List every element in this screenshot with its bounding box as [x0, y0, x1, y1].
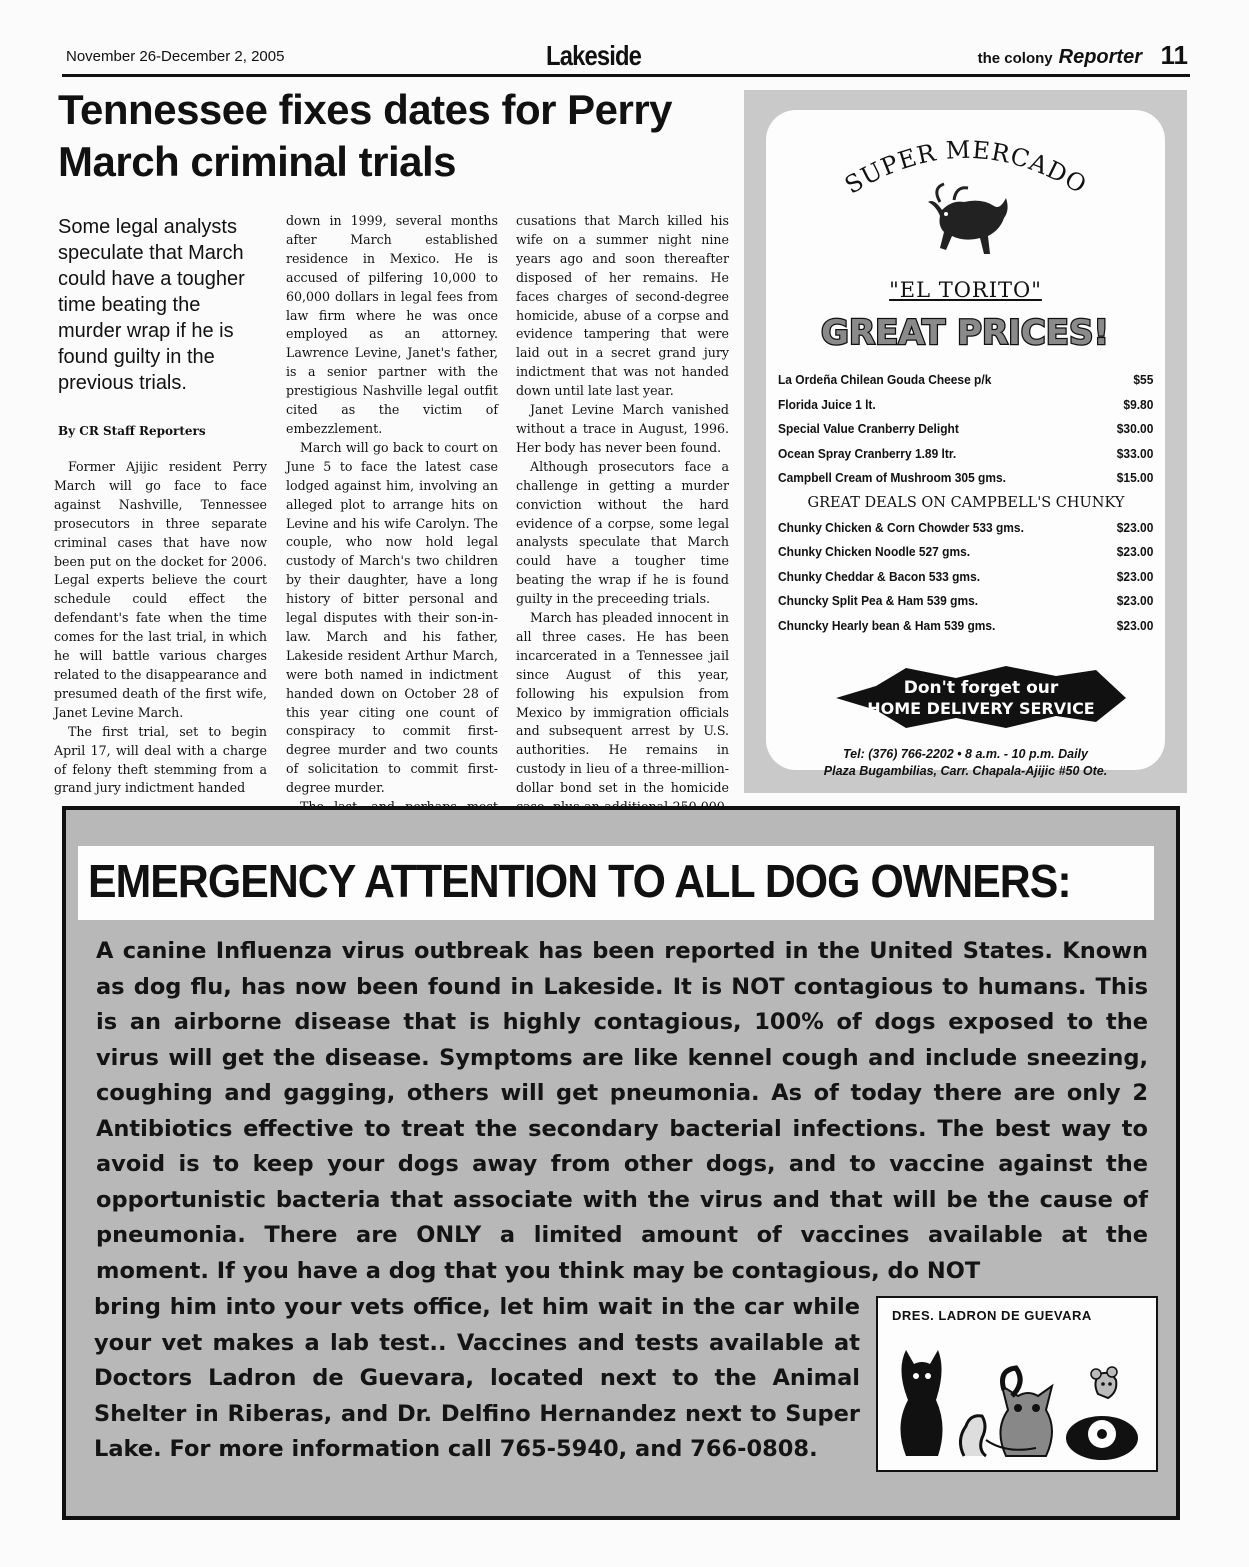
price-row — [778, 421, 1153, 446]
article-deck: Some legal analysts speculate that March could have a tougher time beating the murder wrap if he is found guilty in the previous trials. — [58, 216, 245, 394]
ad-panel — [766, 110, 1165, 778]
product-price: $9.80 — [1123, 396, 1154, 412]
paragraph: The first trial, set to begin April 17, will deal with a charge of felony theft stemming from a grand jury indictment handed — [54, 723, 267, 796]
section-name: Lakeside — [546, 40, 642, 71]
paragraph: Former Ajijic resident Perry March will go face to face against Nashville, Tennessee prosecutors in three separate criminal cases that have now been put on the docket for 2006. Legal experts believe the court schedule could effect the defendant's fate when the time comes for the last trial, in which he will battle various charges related to the disappearance and presumed death of the first wife, Janet Levine March. — [54, 459, 267, 720]
paragraph: March will go back to court on June 5 to face the latest case lodged against him, involving an alleged plot to arrange hits on Levine and his wife Carolyn. The couple, who now hold legal custody of March's two children by their daughter, have a long history of bitter personal and legal disputes with their son-in-law. March and his father, Lakeside resident Arthur March, were both named in indictment handed down on October 28 of this year citing one count of conspiracy to commit first-degree murder and two counts of solicitation to commit first-degree murder. — [286, 439, 498, 796]
product-price: $23.00 — [1116, 617, 1154, 633]
product-price: $23.00 — [1116, 568, 1154, 584]
product-price: $23.00 — [1116, 544, 1154, 560]
store-name — [766, 278, 1165, 302]
vet-clinic-name: DRES. LADRON DE GUEVARA — [892, 1308, 1092, 1323]
article-column-1 — [54, 458, 267, 798]
price-row — [778, 544, 1153, 569]
product-name: Chuncky Split Pea & Ham 539 gms. — [778, 593, 979, 609]
product-price: $23.00 — [1116, 593, 1154, 609]
product-name: Campbell Cream of Mushroom 305 gms. — [778, 470, 1006, 486]
product-name: Special Value Cranberry Delight — [778, 421, 959, 437]
issue-date: November 26-December 2, 2005 — [66, 48, 285, 65]
pets-phone-illustration-icon — [886, 1330, 1148, 1460]
article-column-2 — [286, 212, 498, 855]
price-row — [778, 618, 1153, 643]
great-prices-banner — [766, 306, 1165, 358]
home-delivery-burst — [836, 664, 1126, 732]
paragraph: Janet Levine March vanished without a trace in August, 1996. Her body has never been found. — [516, 402, 729, 455]
product-price: $15.00 — [1116, 470, 1154, 486]
price-row — [778, 397, 1153, 422]
product-name: La Ordeña Chilean Gouda Cheese p/k — [778, 372, 992, 387]
bull-logo-icon — [924, 180, 1014, 272]
product-name: Chunky Chicken & Corn Chowder 533 gms. — [778, 519, 1024, 535]
product-name: Ocean Spray Cranberry 1.89 ltr. — [778, 445, 957, 461]
delivery-line-1: Don't forget our — [903, 678, 1059, 698]
notice-body-continued: bring him into your vets office, let him wait in the car while your vet makes a lab test.. Vaccines and tests available at Doctors Ladron de Guevara, located next to the Animal Shelter in Riberas, and Dr. Delfino Hernandez next to Super Lake. For more information call 765-5940, and 766-0808. — [94, 1294, 860, 1462]
price-row — [778, 569, 1153, 594]
great-prices-text: GREAT PRICES! — [821, 313, 1109, 353]
paper-prefix: the colony — [977, 50, 1053, 67]
paragraph: March has pleaded innocent in all three cases. He has been incarcerated in a Tennessee jail since August of this year, following his expulsion from Mexico by immigration officials and subsequent arrest by U.S. authorities. He remains in custody in lieu of a three-million-dollar bond set in the homicide — [516, 610, 729, 796]
notice-heading-bar — [78, 846, 1154, 920]
article-column-3 — [516, 212, 729, 855]
page-number: 11 — [1160, 40, 1188, 70]
super-mercado-ad — [744, 90, 1187, 793]
paragraph: Although prosecutors face a challenge in getting a murder conviction without the hard evidence of a corpse, some legal analysts speculate that March could have a tougher time beating the wrap if he is found guilty in the preceeding trials. — [516, 458, 729, 607]
delivery-line-2: HOME DELIVERY SERVICE — [867, 699, 1095, 718]
product-name: Chunky Cheddar & Bacon 533 gms. — [778, 568, 981, 584]
masthead — [62, 40, 1190, 77]
price-row — [778, 372, 1153, 397]
product-price: $55 — [1133, 372, 1154, 387]
vet-clinic-logo — [876, 1296, 1158, 1472]
article-byline: By CR Staff Reporters — [58, 424, 206, 438]
price-row — [778, 446, 1153, 471]
dog-flu-notice — [62, 806, 1180, 1520]
store-contact — [766, 746, 1165, 780]
store-address: Plaza Bugambilias, Carr. Chapala-Ajijic #50 Ote. — [823, 764, 1108, 778]
store-phone-hours: Tel: (376) 766-2202 • 8 a.m. - 10 p.m. Daily — [842, 747, 1088, 761]
article-headline: Tennessee fixes dates for Perry March criminal trials — [58, 86, 673, 185]
product-price: $23.00 — [1116, 519, 1154, 535]
price-row — [778, 520, 1153, 545]
product-name: Florida Juice 1 lt. — [778, 396, 876, 412]
product-name: Chunky Chicken Noodle 527 gms. — [778, 544, 971, 560]
price-row — [778, 470, 1153, 495]
product-price: $33.00 — [1116, 445, 1154, 461]
paper-name — [978, 46, 1142, 69]
paper-title: Reporter — [1058, 46, 1142, 68]
paragraph: cusations that March killed his wife on a summer night nine years ago and soon thereafter disposed of her remains. He faces charges of second-degree homicide, abuse of a corpse and evidence tampering that were laid out in a secret grand jury indictment that was not handed down until late last year. — [516, 213, 729, 399]
paragraph: down in 1999, several months after March established residence in Mexico. He is accused of pilfering 10,000 to 60,000 dollars in legal fees from law firm where he was once employed as an attorney. Lawrence Levine, Janet's father, is a senior partner with the prestigious Nashville legal outfit cited as the victim of embezzlement. — [286, 213, 498, 436]
store-name-text: "EL TORITO" — [889, 278, 1042, 302]
price-row — [778, 593, 1153, 618]
ad-title-text: SUPER MERCADO — [840, 135, 1092, 198]
price-list — [778, 372, 1154, 643]
notice-heading: EMERGENCY ATTENTION TO ALL DOG OWNERS: — [88, 855, 1071, 907]
product-price: $30.00 — [1116, 421, 1154, 437]
deals-heading: GREAT DEALS ON CAMPBELL'S CHUNKY — [807, 494, 1125, 511]
product-name: Chuncky Hearly bean & Ham 539 gms. — [778, 617, 996, 633]
notice-body: A canine Influenza virus outbreak has been reported in the United States. Known as dog flu, has now been found in Lakeside. It is NOT contagious to humans. This is an airborne disease that is highly contagious, 100% of dogs exposed to the virus will get the disease. Symptoms are like kennel cough and include sneezing, coughing and gagging, others will get pneumonia. As of today there are only 2 Antibiotics effective to treat the secondary bacterial infections. The best way to avoid is to keep your dogs away from other dogs, and to vaccine against the opportunistic bacteria that associate with the virus and that will be the cause of pneumonia. There are ONLY a limited amount of vaccines available at the moment. If you have a dog that you think may be contagious, do NOT — [96, 938, 1148, 1284]
